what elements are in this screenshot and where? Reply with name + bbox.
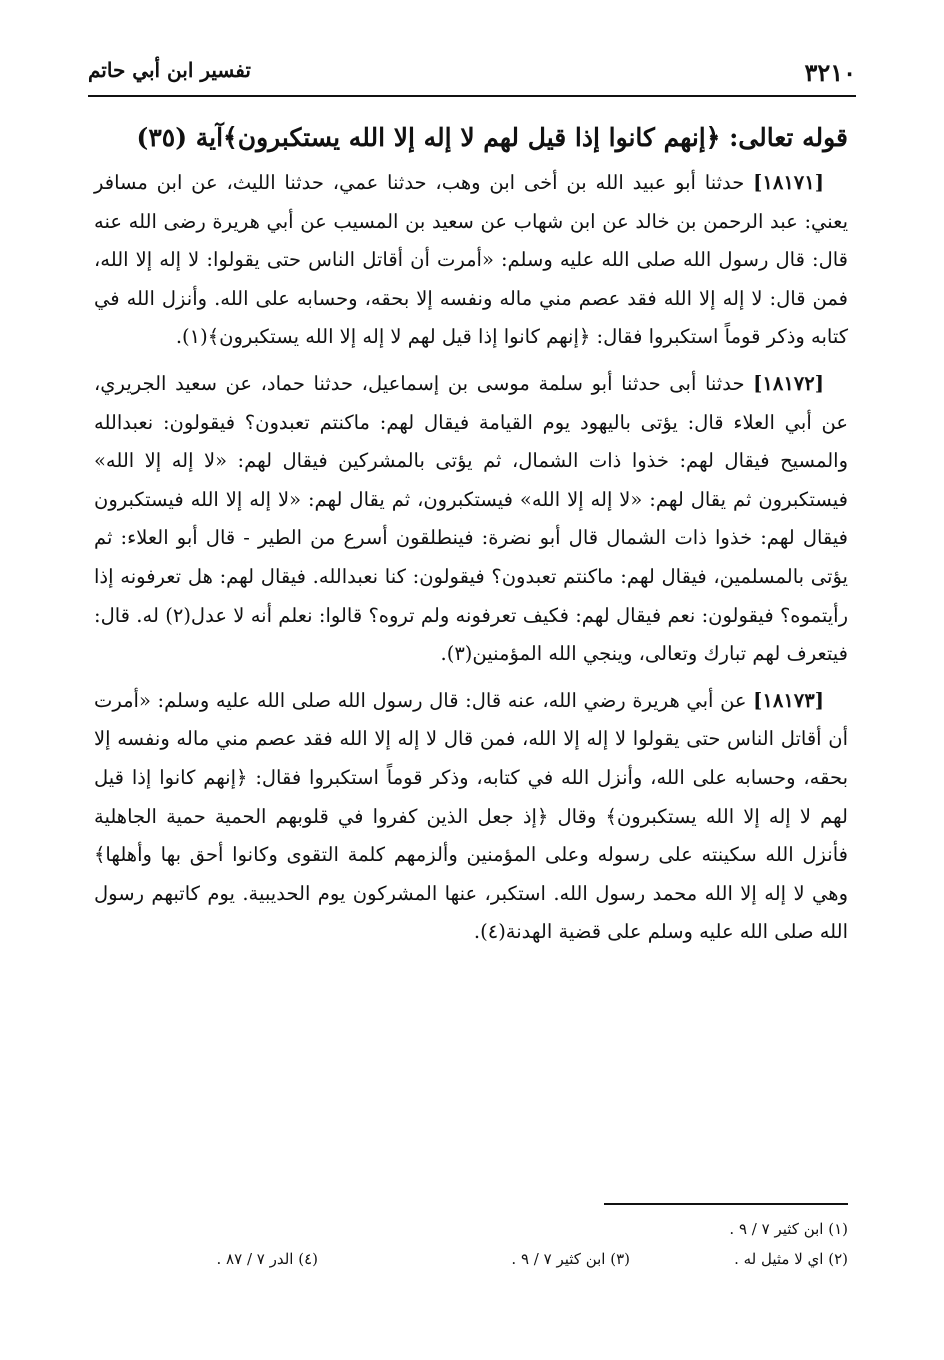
hadith-number: [١٨١٧١] (753, 171, 824, 194)
footnote-row (94, 1214, 848, 1244)
hadith-paragraph (94, 164, 848, 357)
footnote-2: (٢) اي لا مثيل له . (734, 1250, 848, 1268)
hadith-number: [١٨١٧٢] (753, 371, 824, 395)
footnote-1: (١) ابن كثير ٧ / ٩ . (729, 1220, 848, 1238)
hadith-text: عن أبي هريرة رضي الله، عنه قال: قال رسول الله صلى الله عليه وسلم: «أمرت أن أقاتل الناس حتى يقولوا لا إله إلا الله، فمن قال لا إله إلا الله فقد عصم مني ماله ونفسه إلا بحقه، وحسابه على الله، وأنزل الله في كتابه، وذكر قوماً استكبروا فقال: ﴿إنهم كانوا إذا قيل لهم لا إله إلا الله يستكبرون﴾ وقال ﴿إذ جعل الذين كفروا في قلوبهم الحمية حمية الجاهلية فأنزل الله سكينته على رسوله وعلى المؤمنين وألزمهم كلمة التقوى وكانوا أحق بها وأهلها﴾ وهي لا إله إلا الله محمد رسول الله. استكبر، عنها المشركون يوم الحديبية. يوم كاتبهم رسول الله صلى الله عليه وسلم على قضية الهدنة(٤). (94, 688, 848, 944)
book-title: تفسير ابن أبي حاتم (88, 58, 251, 82)
footnote-divider (604, 1203, 848, 1205)
hadith-text: حدثنا أبو عبيد الله بن أخى ابن وهب، حدثنا عمي، حدثنا الليث، عن ابن مسافر يعني: عبد الرحمن بن خالد عن ابن شهاب عن سعيد بن المسيب عن أبي هريرة رضى الله عنه قال: قال رسول الله صلى الله عليه وسلم: «أمرت أن أقاتل الناس حتى يقولوا: لا إله إلا الله، فمن قال: لا إله إلا الله فقد عصم مني ماله ونفسه إلا بحقه، وحسابه على الله. وأنزل الله في كتابه وذكر قوماً استكبروا فقال: ﴿إنهم كانوا إذا قيل لهم لا إله إلا الله يستكبرون﴾(١). (94, 171, 848, 349)
footnote-row (94, 1244, 848, 1274)
page-header (88, 52, 856, 92)
hadith-paragraph (94, 682, 848, 952)
main-text (94, 112, 848, 960)
verse-heading: قوله تعالى: ﴿إنهم كانوا إذا قيل لهم لا إله إلا الله يستكبرون﴾آية (٣٥) (136, 123, 848, 152)
footnotes (94, 1214, 848, 1274)
hadith-text: حدثنا أبى حدثنا أبو سلمة موسى بن إسماعيل، حدثنا حماد، عن سعيد الجريري، عن أبي العلاء قال: يؤتى باليهود يوم القيامة فيقال لهم: ماكنتم تعبدون؟ فيقولون: نعبدالله والمسيح فيقال لهم: خذوا ذات الشمال، ثم يؤتى بالمشركين فيقال لهم: «لا إله إلا الله» فيستكبرون ثم يقال لهم: «لا إله إلا الله» فيستكبرون، ثم يقال لهم: «لا إله إلا الله فيستكبرون فيقال لهم: خذوا ذات الشمال قال أبو نضرة: فينطلقون أسرع من الطير - قال أبو العلاء: ثم يؤتى بالمسلمين، فيقال لهم: ماكنتم تعبدون؟ فيقولون: كنا نعبدالله. فيقال لهم: هل تعرفونه إذا رأيتموه؟ فيقولون: نعم فيقال لهم: فكيف تعرفونه ولم تروه؟ قالوا: نعلم أنه لا عدل(٢) له. قال: فيتعرف لهم تبارك وتعالى، وينجي الله المؤمنين(٣). (94, 371, 849, 666)
footnote-3: (٣) ابن كثير ٧ / ٩ . (511, 1250, 630, 1268)
header-divider (88, 95, 856, 97)
hadith-number: [١٨١٧٣] (753, 688, 824, 712)
footnote-4: (٤) الدر ٧ / ٨٧ . (216, 1250, 318, 1268)
page-number: ٣٢١٠ (804, 58, 856, 87)
hadith-paragraph (94, 365, 848, 674)
